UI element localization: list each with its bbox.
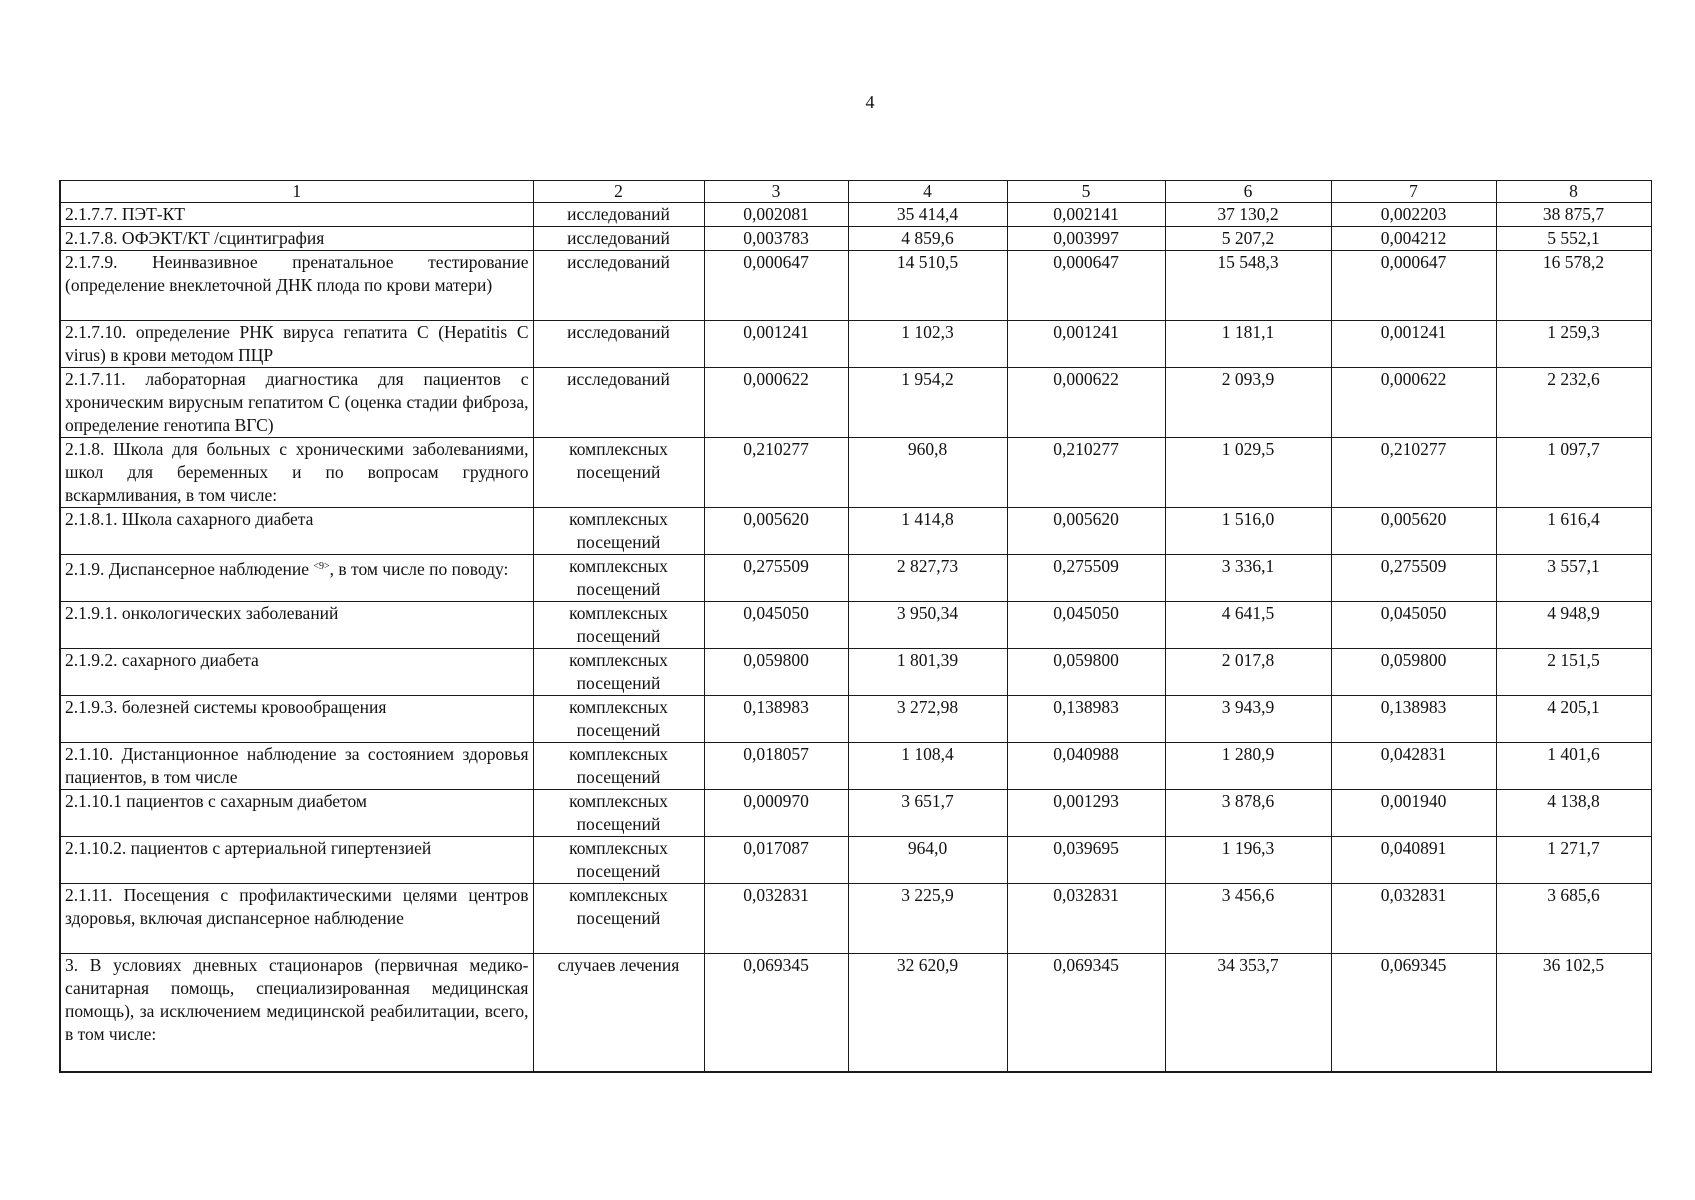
- value-cell: 0,005620: [704, 508, 848, 555]
- value-cell: 0,003997: [1007, 227, 1165, 251]
- row-name: 2.1.9.1. онкологических заболеваний: [60, 602, 533, 649]
- value-cell: 37 130,2: [1165, 203, 1331, 227]
- value-cell: 0,000622: [1007, 368, 1165, 438]
- row-name: 2.1.8.1. Школа сахарного диабета: [60, 508, 533, 555]
- norms-table: [59, 180, 1652, 1073]
- value-cell: 3 950,34: [848, 602, 1007, 649]
- table-row: [60, 508, 1651, 555]
- value-cell: 4 948,9: [1496, 602, 1651, 649]
- value-cell: 0,000970: [704, 790, 848, 837]
- value-cell: 1 954,2: [848, 368, 1007, 438]
- value-cell: 3 685,6: [1496, 884, 1651, 954]
- value-cell: 0,002081: [704, 203, 848, 227]
- row-unit: исследований: [533, 227, 704, 251]
- value-cell: 4 138,8: [1496, 790, 1651, 837]
- row-unit: комплексных посещений: [533, 438, 704, 508]
- value-cell: 0,001241: [704, 321, 848, 368]
- table-row: [60, 227, 1651, 251]
- header-row: [60, 181, 1651, 203]
- value-cell: 0,275509: [1331, 555, 1496, 602]
- value-cell: 16 578,2: [1496, 251, 1651, 321]
- value-cell: 1 108,4: [848, 743, 1007, 790]
- header-cell: 3: [704, 181, 848, 203]
- value-cell: 1 029,5: [1165, 438, 1331, 508]
- row-unit: исследований: [533, 321, 704, 368]
- row-unit: комплексных посещений: [533, 884, 704, 954]
- value-cell: 1 801,39: [848, 649, 1007, 696]
- value-cell: 0,210277: [1331, 438, 1496, 508]
- header-cell: 2: [533, 181, 704, 203]
- row-name: 2.1.7.9. Неинвазивное пренатальное тестирование (определение внеклеточной ДНК плода по крови матери): [60, 251, 533, 321]
- page-number: 4: [865, 92, 875, 112]
- value-cell: 0,002203: [1331, 203, 1496, 227]
- value-cell: 3 557,1: [1496, 555, 1651, 602]
- value-cell: 0,059800: [1331, 649, 1496, 696]
- table-row: [60, 251, 1651, 321]
- value-cell: 4 205,1: [1496, 696, 1651, 743]
- value-cell: 1 259,3: [1496, 321, 1651, 368]
- header-cell: 8: [1496, 181, 1651, 203]
- value-cell: 14 510,5: [848, 251, 1007, 321]
- value-cell: 38 875,7: [1496, 203, 1651, 227]
- value-cell: 4 859,6: [848, 227, 1007, 251]
- value-cell: 2 093,9: [1165, 368, 1331, 438]
- value-cell: 0,045050: [704, 602, 848, 649]
- value-cell: 3 456,6: [1165, 884, 1331, 954]
- row-unit: комплексных посещений: [533, 837, 704, 884]
- value-cell: 0,045050: [1331, 602, 1496, 649]
- value-cell: 0,210277: [704, 438, 848, 508]
- value-cell: 5 207,2: [1165, 227, 1331, 251]
- value-cell: 0,045050: [1007, 602, 1165, 649]
- value-cell: 0,275509: [704, 555, 848, 602]
- value-cell: 2 151,5: [1496, 649, 1651, 696]
- row-name: 3. В условиях дневных стационаров (первичная медико-санитарная помощь, специализированная медицинская помощь), за исключением медицинской реабилитации, всего, в том числе:: [60, 954, 533, 1072]
- value-cell: 3 336,1: [1165, 555, 1331, 602]
- table-row: [60, 743, 1651, 790]
- value-cell: 0,210277: [1007, 438, 1165, 508]
- header-cell: 1: [60, 181, 533, 203]
- value-cell: 960,8: [848, 438, 1007, 508]
- value-cell: 0,275509: [1007, 555, 1165, 602]
- value-cell: 15 548,3: [1165, 251, 1331, 321]
- row-name: 2.1.8. Школа для больных с хроническими заболеваниями, школ для беременных и по вопросам грудного вскармливания, в том числе:: [60, 438, 533, 508]
- value-cell: 1 414,8: [848, 508, 1007, 555]
- value-cell: 1 097,7: [1496, 438, 1651, 508]
- table-row: [60, 602, 1651, 649]
- value-cell: 0,001241: [1007, 321, 1165, 368]
- row-unit: исследований: [533, 203, 704, 227]
- table-row: [60, 368, 1651, 438]
- table-row: [60, 790, 1651, 837]
- row-name: 2.1.10.2. пациентов с артериальной гипертензией: [60, 837, 533, 884]
- value-cell: 0,032831: [704, 884, 848, 954]
- value-cell: 2 232,6: [1496, 368, 1651, 438]
- row-name-text: 2.1.9. Диспансерное наблюдение: [65, 559, 309, 579]
- table-row: [60, 203, 1651, 227]
- value-cell: 0,069345: [1331, 954, 1496, 1072]
- header-cell: 5: [1007, 181, 1165, 203]
- header-cell: 4: [848, 181, 1007, 203]
- value-cell: 0,002141: [1007, 203, 1165, 227]
- row-unit: комплексных посещений: [533, 555, 704, 602]
- row-unit: комплексных посещений: [533, 743, 704, 790]
- value-cell: 0,138983: [1331, 696, 1496, 743]
- table-row: [60, 555, 1651, 602]
- value-cell: 0,000622: [704, 368, 848, 438]
- value-cell: 1 181,1: [1165, 321, 1331, 368]
- value-cell: 0,000647: [1007, 251, 1165, 321]
- row-unit: комплексных посещений: [533, 649, 704, 696]
- row-name: 2.1.7.10. определение РНК вируса гепатита С (Hepatitis C virus) в крови методом ПЦР: [60, 321, 533, 368]
- value-cell: 1 102,3: [848, 321, 1007, 368]
- table-row: [60, 321, 1651, 368]
- row-name: 2.1.10.1 пациентов с сахарным диабетом: [60, 790, 533, 837]
- value-cell: 0,004212: [1331, 227, 1496, 251]
- value-cell: 0,001293: [1007, 790, 1165, 837]
- value-cell: 1 616,4: [1496, 508, 1651, 555]
- value-cell: 5 552,1: [1496, 227, 1651, 251]
- header-cell: 6: [1165, 181, 1331, 203]
- row-name: 2.1.9.2. сахарного диабета: [60, 649, 533, 696]
- value-cell: 1 401,6: [1496, 743, 1651, 790]
- value-cell: 0,032831: [1331, 884, 1496, 954]
- value-cell: 0,017087: [704, 837, 848, 884]
- value-cell: 0,059800: [1007, 649, 1165, 696]
- value-cell: 0,039695: [1007, 837, 1165, 884]
- row-name-tail: , в том числе по поводу:: [329, 559, 509, 579]
- value-cell: 4 641,5: [1165, 602, 1331, 649]
- value-cell: 0,069345: [704, 954, 848, 1072]
- row-unit: комплексных посещений: [533, 508, 704, 555]
- value-cell: 0,000622: [1331, 368, 1496, 438]
- table-row: [60, 884, 1651, 954]
- value-cell: 0,000647: [1331, 251, 1496, 321]
- value-cell: 1 271,7: [1496, 837, 1651, 884]
- value-cell: 3 943,9: [1165, 696, 1331, 743]
- value-cell: 3 272,98: [848, 696, 1007, 743]
- value-cell: 0,138983: [704, 696, 848, 743]
- value-cell: 1 516,0: [1165, 508, 1331, 555]
- row-unit: случаев лечения: [533, 954, 704, 1072]
- value-cell: 32 620,9: [848, 954, 1007, 1072]
- value-cell: 3 225,9: [848, 884, 1007, 954]
- value-cell: 36 102,5: [1496, 954, 1651, 1072]
- value-cell: 35 414,4: [848, 203, 1007, 227]
- row-name: 2.1.10. Дистанционное наблюдение за состоянием здоровья пациентов, в том числе: [60, 743, 533, 790]
- footnote-mark: <9>: [313, 561, 330, 572]
- value-cell: 3 878,6: [1165, 790, 1331, 837]
- row-name: 2.1.11. Посещения с профилактическими целями центров здоровья, включая диспансерное наблюдение: [60, 884, 533, 954]
- value-cell: 3 651,7: [848, 790, 1007, 837]
- value-cell: 0,040988: [1007, 743, 1165, 790]
- value-cell: 0,069345: [1007, 954, 1165, 1072]
- value-cell: 0,138983: [1007, 696, 1165, 743]
- row-name: 2.1.7.11. лабораторная диагностика для пациентов с хроническим вирусным гепатитом С (оценка стадии фиброза, определение генотипа ВГС): [60, 368, 533, 438]
- row-name: 2.1.7.7. ПЭТ-КТ: [60, 203, 533, 227]
- value-cell: 2 017,8: [1165, 649, 1331, 696]
- row-unit: комплексных посещений: [533, 602, 704, 649]
- value-cell: 1 196,3: [1165, 837, 1331, 884]
- value-cell: 0,005620: [1007, 508, 1165, 555]
- value-cell: 2 827,73: [848, 555, 1007, 602]
- table-row: [60, 649, 1651, 696]
- row-unit: комплексных посещений: [533, 696, 704, 743]
- value-cell: 0,005620: [1331, 508, 1496, 555]
- value-cell: 0,042831: [1331, 743, 1496, 790]
- value-cell: 0,040891: [1331, 837, 1496, 884]
- value-cell: 964,0: [848, 837, 1007, 884]
- value-cell: 0,001940: [1331, 790, 1496, 837]
- row-unit: исследований: [533, 368, 704, 438]
- row-unit: исследований: [533, 251, 704, 321]
- table-row: [60, 837, 1651, 884]
- row-unit: комплексных посещений: [533, 790, 704, 837]
- table-row: [60, 954, 1651, 1072]
- header-cell: 7: [1331, 181, 1496, 203]
- value-cell: 0,001241: [1331, 321, 1496, 368]
- table-row: [60, 696, 1651, 743]
- table-row: [60, 438, 1651, 508]
- value-cell: 0,000647: [704, 251, 848, 321]
- value-cell: 1 280,9: [1165, 743, 1331, 790]
- value-cell: 34 353,7: [1165, 954, 1331, 1072]
- value-cell: 0,059800: [704, 649, 848, 696]
- row-name: 2.1.7.8. ОФЭКТ/КТ /сцинтиграфия: [60, 227, 533, 251]
- row-name: [60, 555, 533, 602]
- row-name: 2.1.9.3. болезней системы кровообращения: [60, 696, 533, 743]
- value-cell: 0,003783: [704, 227, 848, 251]
- value-cell: 0,032831: [1007, 884, 1165, 954]
- value-cell: 0,018057: [704, 743, 848, 790]
